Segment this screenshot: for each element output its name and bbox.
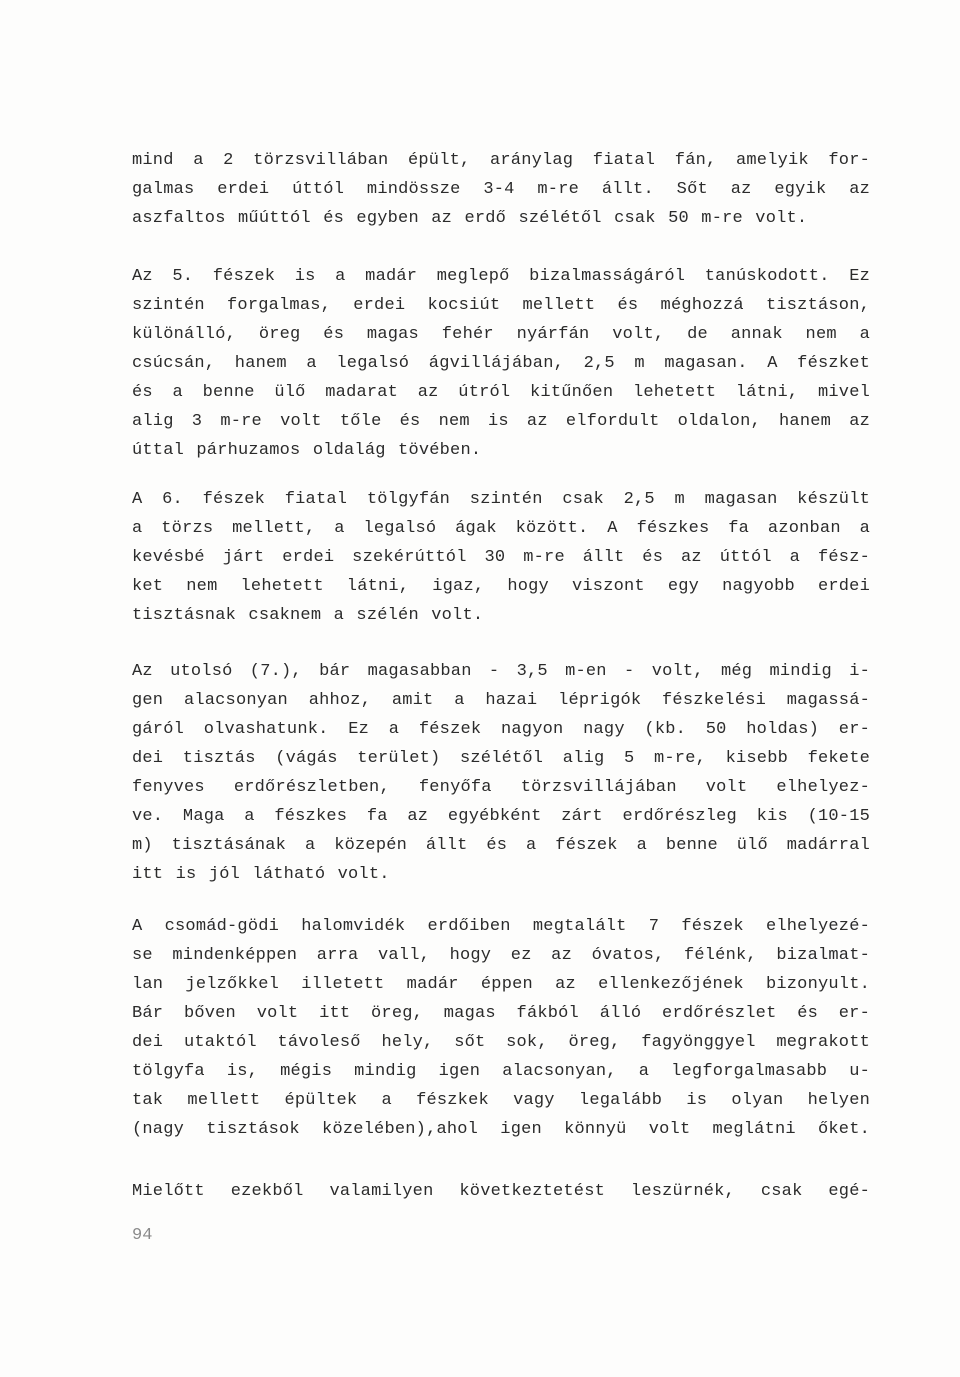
text-line: kevésbé járt erdei szekérúttól 30 m-re állt és az úttól a fész- [132, 548, 870, 567]
text-line: Mielőtt ezekből valamilyen következtetést leszürnék, csak egé- [132, 1182, 870, 1201]
text-line: fenyves erdőrészletben, fenyőfa törzsvillájában volt elhelyez- [132, 778, 870, 797]
paragraph-3 [132, 485, 870, 630]
text-line: ve. Maga a fészkes fa az egyébként zárt erdőrészleg kis (10-15 [132, 807, 870, 826]
text-line: tak mellett épültek a fészkek vagy legalább is olyan helyen [132, 1091, 870, 1110]
text-line: úttal párhuzamos oldalág tövében. [132, 441, 482, 460]
paragraph-6 [132, 1177, 870, 1206]
text-line: gen alacsonyan ahhoz, amit a hazai léprigók fészkelési magassá- [132, 691, 870, 710]
text-line: (nagy tisztások közelében),ahol igen könnyü volt meglátni őket. [132, 1120, 870, 1139]
text-line: m) tisztásának a közepén állt és a fészek a benne ülő madárral [132, 836, 870, 855]
text-line: galmas erdei úttól mindössze 3-4 m-re állt. Sőt az egyik az [132, 180, 870, 199]
text-line: csúcsán, hanem a legalsó ágvillájában, 2,5 m magasan. A fészket [132, 354, 870, 373]
text-line: itt is jól látható volt. [132, 865, 390, 884]
text-line: alig 3 m-re volt tőle és nem is az elfordult oldalon, hanem az [132, 412, 870, 431]
text-line: és a benne ülő madarat az útról kitűnően lehetett látni, mivel [132, 383, 870, 402]
text-line: Az 5. fészek is a madár meglepő bizalmasságáról tanúskodott. Ez [132, 267, 870, 286]
text-line: ket nem lehetett látni, igaz, hogy viszont egy nagyobb erdei [132, 577, 870, 596]
text-line: A csomád-gödi halomvidék erdőiben megtalált 7 fészek elhelyezé- [132, 917, 870, 936]
text-line: Bár bőven volt itt öreg, magas fákból álló erdőrészlet és er- [132, 1004, 870, 1023]
paragraph-5 [132, 912, 870, 1144]
text-line: mind a 2 törzsvillában épült, aránylag fiatal fán, amelyik for- [132, 151, 870, 170]
text-line: se mindenképpen arra vall, hogy ez az óvatos, félénk, bizalmat- [132, 946, 870, 965]
text-line: a törzs mellett, a legalsó ágak között. A fészkes fa azonban a [132, 519, 870, 538]
text-line: Az utolsó (7.), bár magasabban - 3,5 m-en - volt, még mindig i- [132, 662, 870, 681]
text-line: szintén forgalmas, erdei kocsiút mellett és méghozzá tisztáson, [132, 296, 870, 315]
paragraph-1 [132, 146, 870, 233]
text-line: tölgyfa is, mégis mindig igen alacsonyan, a legforgalmasabb u- [132, 1062, 870, 1081]
page-number: 94 [132, 1226, 153, 1245]
text-line: gáról olvashatunk. Ez a fészek nagyon nagy (kb. 50 holdas) er- [132, 720, 870, 739]
text-line: dei tisztás (vágás terület) szélétől alig 5 m-re, kisebb fekete [132, 749, 870, 768]
text-line: tisztásnak csaknem a szélén volt. [132, 606, 484, 625]
text-line: lan jelzőkkel illetett madár éppen az ellenkezőjének bizonyult. [132, 975, 870, 994]
paragraph-4 [132, 657, 870, 889]
text-line: dei utaktól távoleső hely, sőt sok, öreg, fagyönggyel megrakott [132, 1033, 870, 1052]
text-line: aszfaltos műúttól és egyben az erdő szélétől csak 50 m-re volt. [132, 209, 808, 228]
text-line: különálló, öreg és magas fehér nyárfán volt, de annak nem a [132, 325, 870, 344]
text-line: A 6. fészek fiatal tölgyfán szintén csak 2,5 m magasan készült [132, 490, 870, 509]
paragraph-2 [132, 262, 870, 465]
